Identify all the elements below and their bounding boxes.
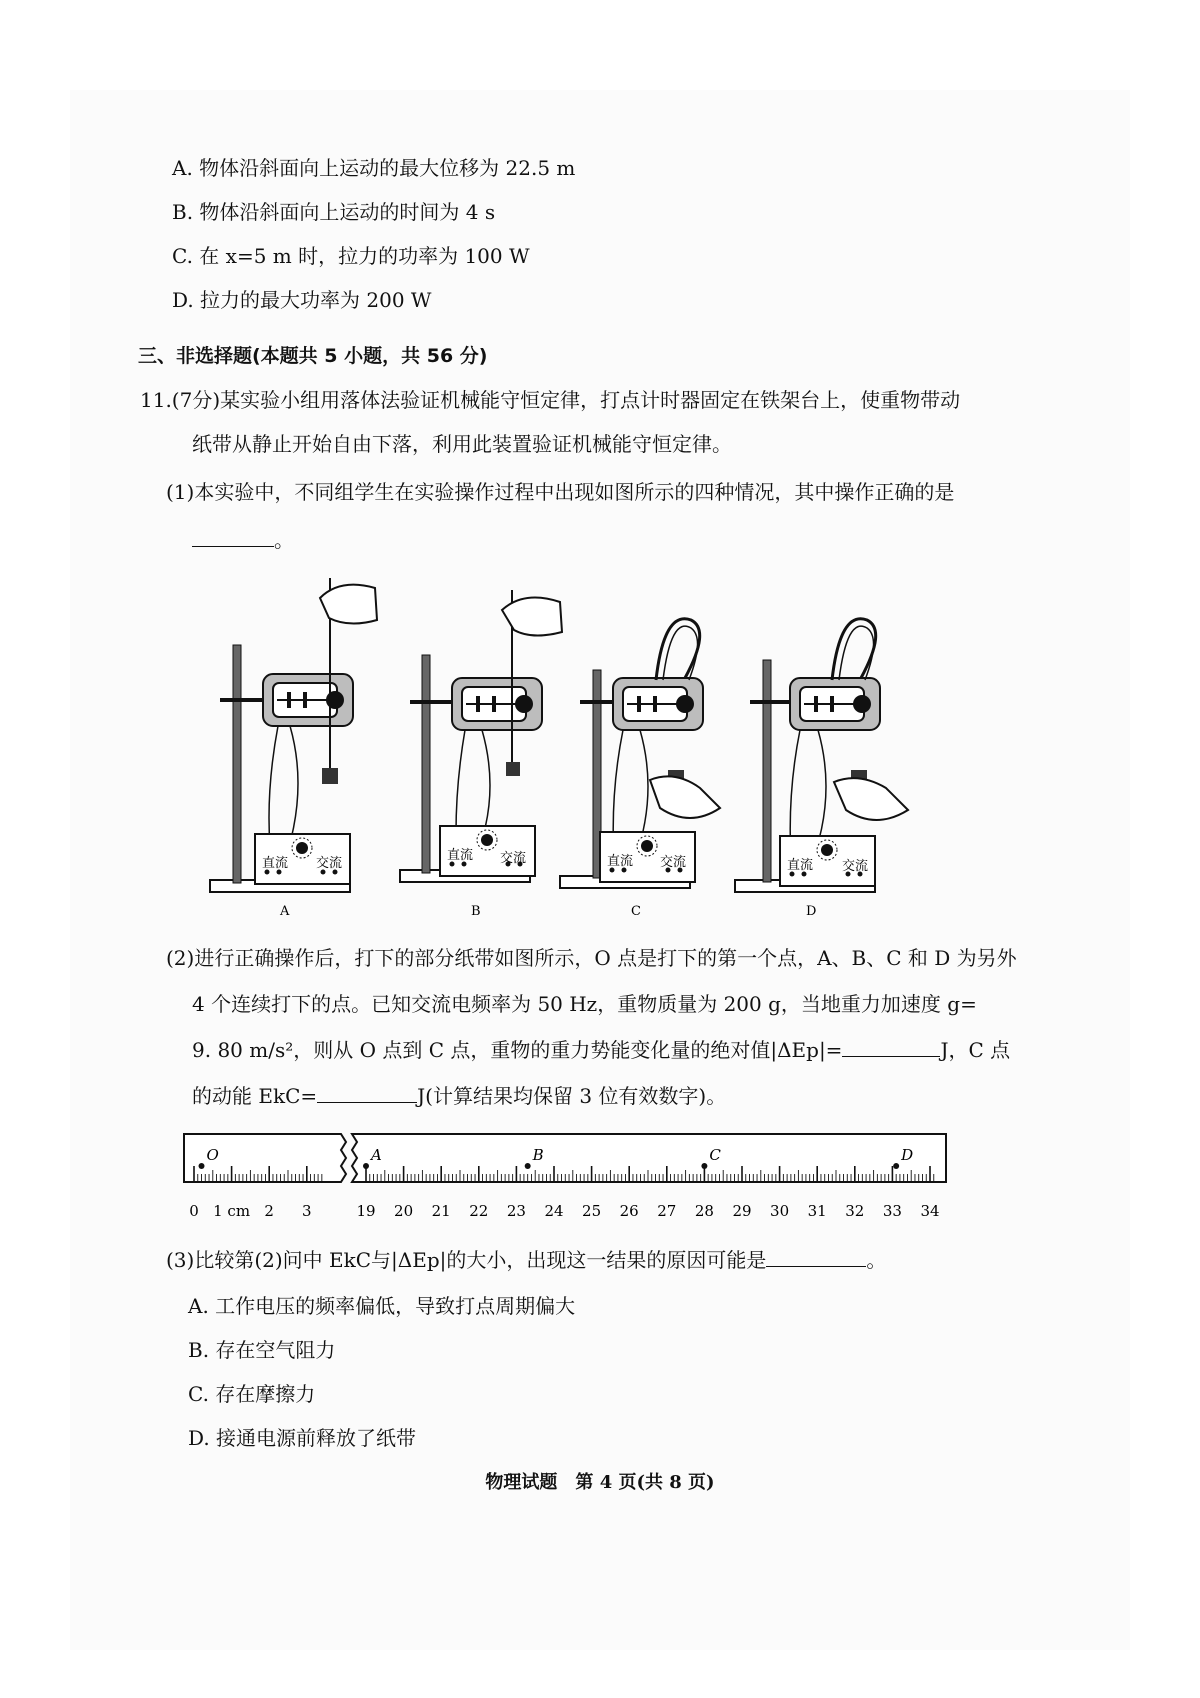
panel-c-label: C: [631, 904, 641, 919]
ruler-label: 29: [732, 1202, 752, 1220]
tape-point-a: [363, 1163, 369, 1169]
page-footer: 物理试题 第 4 页(共 8 页): [485, 1472, 715, 1493]
panel-d-ac-label: 交流: [842, 859, 869, 874]
ruler-label: 24: [544, 1202, 564, 1220]
panel-d: [735, 619, 908, 919]
q11-part3-option-c: C. 存在摩擦力: [188, 1382, 316, 1406]
panel-c-ac-label: 交流: [660, 855, 687, 870]
ruler-label: 25: [582, 1202, 602, 1220]
panel-b-dc-label: 直流: [447, 848, 474, 863]
panel-a-ac-label: 交流: [316, 856, 343, 871]
panel-c: [560, 619, 720, 919]
tape-point-label: D: [901, 1146, 914, 1164]
panel-c-dc-label: 直流: [607, 854, 634, 869]
q11-stem-line1: 11.(7分)某实验小组用落体法验证机械能守恒定律，打点计时器固定在铁架台上，使重物带动: [140, 388, 961, 412]
q11-part3-option-b: B. 存在空气阻力: [188, 1338, 336, 1362]
q11-part3-option-a: A. 工作电压的频率偏低，导致打点周期偏大: [188, 1294, 576, 1318]
ruler-label: 33: [882, 1202, 902, 1220]
q11-part3-line: (3)比较第(2)问中 EkC与|ΔEp|的大小，出现这一结果的原因可能是 。: [166, 1248, 887, 1272]
tape-point-label: C: [709, 1146, 721, 1164]
tape-point-d: [893, 1163, 899, 1169]
q11-part2-line3: 9. 80 m/s²，则从 O 点到 C 点，重物的重力势能变化量的绝对值|ΔEp|= J，C 点: [192, 1038, 1011, 1062]
q10-option-c: C. 在 x=5 m 时，拉力的功率为 100 W: [172, 244, 530, 268]
ruler-label: 32: [845, 1202, 865, 1220]
section-title: 三、非选择题(本题共 5 小题，共 56 分): [138, 345, 488, 367]
panel-a-dc-label: 直流: [262, 856, 289, 871]
ruler-label: 0: [189, 1202, 199, 1220]
ruler-label: 28: [694, 1202, 714, 1220]
ruler-label: 22: [469, 1202, 489, 1220]
q11-stem-line2: 纸带从静止开始自由下落，利用此装置验证机械能守恒定律。: [192, 432, 732, 456]
q10-option-d: D. 拉力的最大功率为 200 W: [172, 288, 432, 312]
panel-d-label: D: [806, 904, 817, 919]
tape-point-b: [525, 1163, 531, 1169]
ruler-label: 3: [302, 1202, 312, 1220]
q11-part1-line1: (1)本实验中，不同组学生在实验操作过程中出现如图所示的四种情况，其中操作正确的是: [166, 480, 955, 504]
q10-option-a: A. 物体沿斜面向上运动的最大位移为 22.5 m: [172, 156, 576, 180]
q11-part2-line4: 的动能 EkC= J(计算结果均保留 3 位有效数字)。: [192, 1084, 727, 1108]
panel-d-dc-label: 直流: [787, 858, 814, 873]
ruler-label: 1 cm: [213, 1202, 251, 1220]
paper-tape-figure: [176, 1128, 956, 1228]
tape-point-c: [701, 1163, 707, 1169]
panel-a-label: A: [280, 904, 290, 919]
q11-part1-answer-line: 。: [192, 526, 294, 554]
tape-point-label: B: [532, 1146, 544, 1164]
tape-point-label: A: [371, 1146, 382, 1164]
answer-blank-3[interactable]: [317, 1082, 417, 1103]
answer-blank-2[interactable]: [842, 1036, 940, 1057]
q11-part3-option-d: D. 接通电源前释放了纸带: [188, 1426, 417, 1450]
q11-part2-line1: (2)进行正确操作后，打下的部分纸带如图所示，O 点是打下的第一个点，A、B、C 和 D 为另外: [166, 946, 1017, 970]
ruler-label: 27: [657, 1202, 677, 1220]
ruler-label: 30: [770, 1202, 790, 1220]
ruler-label: 34: [920, 1202, 940, 1220]
apparatus-figure: [200, 570, 920, 930]
panel-b-ac-label: 交流: [500, 851, 527, 866]
tape-point-o: [199, 1163, 205, 1169]
tape-point-label: O: [206, 1146, 219, 1164]
answer-blank-4[interactable]: [766, 1246, 866, 1267]
q10-option-b: B. 物体沿斜面向上运动的时间为 4 s: [172, 200, 496, 224]
ruler-label: 19: [356, 1202, 376, 1220]
ruler-label: 21: [431, 1202, 451, 1220]
ruler-label: 26: [619, 1202, 639, 1220]
answer-blank-1[interactable]: [192, 526, 274, 547]
ruler-label: 23: [506, 1202, 526, 1220]
ruler-label: 20: [394, 1202, 414, 1220]
panel-b-label: B: [471, 904, 481, 919]
panel-b: [400, 590, 562, 919]
q11-part2-line2: 4 个连续打下的点。已知交流电频率为 50 Hz，重物质量为 200 g，当地重力加速度 g=: [192, 992, 977, 1016]
panel-a: [210, 578, 377, 919]
ruler-label: 2: [264, 1202, 274, 1220]
ruler-label: 31: [807, 1202, 827, 1220]
